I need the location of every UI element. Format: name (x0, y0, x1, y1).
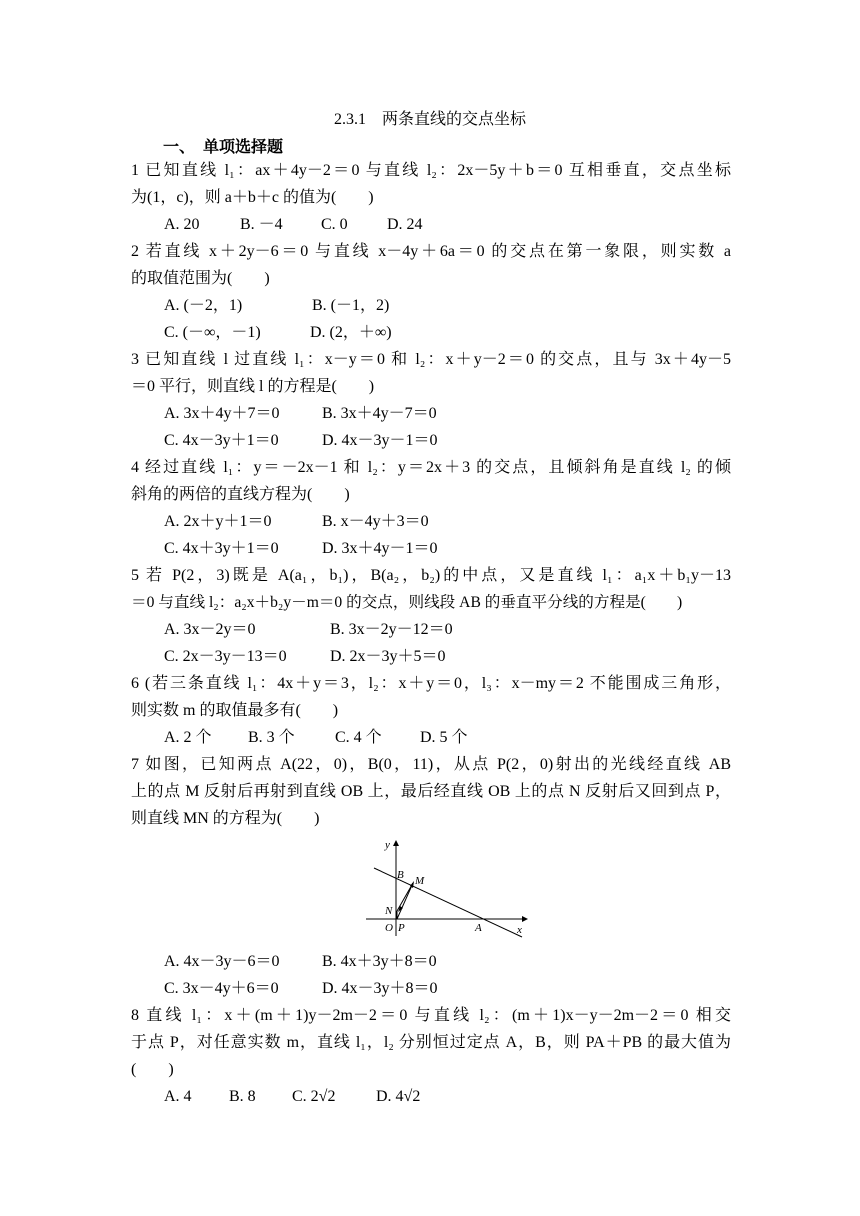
label-x: x (517, 924, 522, 936)
question-3-line-2: ＝0 平行，则直线 l 的方程是( ) (131, 378, 375, 395)
question-6-option-d: D. 5 个 (420, 729, 468, 746)
label-y: y (385, 839, 390, 851)
question-7-option-c: C. 3x－4y＋6＝0 (164, 980, 279, 997)
question-2-option-d: D. (2，＋∞) (310, 324, 392, 341)
question-2-line-1: 2 若直线 x＋2y－6＝0 与直线 x－4y＋6a＝0 的交点在第一象限，则实数 a (131, 243, 731, 260)
question-2-option-c: C. (－∞，－1) (164, 324, 261, 341)
question-3-option-b: B. 3x＋4y－7＝0 (322, 405, 437, 422)
question-4-option-c: C. 4x＋3y＋1＝0 (164, 540, 279, 557)
section-heading: 一、 单项选择题 (163, 139, 284, 156)
reflection-diagram (360, 838, 530, 940)
question-4-option-d: D. 3x＋4y－1＝0 (322, 540, 438, 557)
question-8-option-b: B. 8 (229, 1088, 256, 1105)
question-6-line-1: 6 (若三条直线 l₁：4x＋y＝3，l₂：x＋y＝0，l₃：x－my＝2 不能围成三角形， (131, 675, 731, 692)
question-8-line-2: 于点 P，对任意实数 m，直线 l₁，l₂ 分别恒过定点 A，B，则 PA＋PB 的最大值为 (131, 1034, 731, 1051)
question-7-option-b: B. 4x＋3y＋8＝0 (322, 953, 437, 970)
question-6-option-b: B. 3 个 (248, 729, 295, 746)
question-2-line-2: 的取值范围为( ) (131, 270, 270, 287)
question-1-option-a: A. 20 (164, 216, 200, 233)
page-title: 2.3.1 两条直线的交点坐标 (333, 111, 526, 128)
question-4-option-a: A. 2x＋y＋1＝0 (164, 513, 272, 530)
question-3-option-d: D. 4x－3y－1＝0 (322, 432, 438, 449)
question-7-line-2: 上的点 M 反射后再射到直线 OB 上，最后经直线 OB 上的点 N 反射后又回到点 P， (131, 783, 731, 800)
question-1-line-1: 1 已知直线 l₁：ax＋4y－2＝0 与直线 l₂：2x－5y＋b＝0 互相垂直，交点坐标 (131, 162, 731, 179)
label-n: N (385, 905, 393, 917)
question-8-line-1: 8 直线 l₁：x＋(m＋1)y－2m－2＝0 与直线 l₂：(m＋1)x－y－2m－2＝0 相交 (131, 1007, 731, 1024)
y-axis-arrow (393, 840, 399, 846)
ray-p-to-m (397, 883, 413, 919)
question-1-line-2: 为(1，c)，则 a＋b＋c 的值为( ) (131, 189, 374, 206)
question-8-option-c: C. 2√2 (292, 1088, 336, 1105)
question-2-option-b: B. (－1，2) (312, 297, 390, 314)
x-axis-arrow (522, 916, 528, 922)
question-5-option-a: A. 3x－2y＝0 (164, 621, 256, 638)
question-5-line-2: ＝0 与直线 l₂：a₂x＋b₂y－m＝0 的交点，则线段 AB 的垂直平分线的方程是( ) (131, 594, 683, 611)
question-5-line-1: 5 若 P(2，3)既是 A(a₁，b₁)，B(a₂，b₂)的中点，又是直线 l₁：a₁x＋b₁y－13 (131, 567, 731, 584)
label-m: M (415, 875, 425, 887)
question-4-option-b: B. x－4y＋3＝0 (322, 513, 429, 530)
question-7-option-d: D. 4x－3y＋8＝0 (322, 980, 438, 997)
label-o: O (385, 922, 393, 934)
question-6-option-a: A. 2 个 (164, 729, 212, 746)
question-5-option-d: D. 2x－3y＋5＝0 (330, 648, 446, 665)
question-3-line-1: 3 已知直线 l 过直线 l₁：x－y＝0 和 l₂：x＋y－2＝0 的交点，且与 3x＋4y－5 (131, 351, 731, 368)
question-8-option-d: D. 4√2 (376, 1088, 421, 1105)
label-a: A (475, 922, 482, 934)
question-5-option-b: B. 3x－2y－12＝0 (330, 621, 453, 638)
question-4-line-2: 斜角的两倍的直线方程为( ) (131, 486, 350, 503)
question-6-option-c: C. 4 个 (335, 729, 382, 746)
question-7-option-a: A. 4x－3y－6＝0 (164, 953, 280, 970)
question-1-option-b: B. －4 (240, 216, 283, 233)
label-p: P (398, 922, 405, 934)
question-4-line-1: 4 经过直线 l₁：y＝－2x－1 和 l₂：y＝2x＋3 的交点，且倾斜角是直线 l₂ 的倾 (131, 459, 731, 476)
question-1-option-c: C. 0 (321, 216, 348, 233)
question-5-option-c: C. 2x－3y－13＝0 (164, 648, 287, 665)
question-8-line-3: ( ) (131, 1061, 174, 1078)
label-b: B (397, 869, 404, 881)
question-1-option-d: D. 24 (387, 216, 423, 233)
question-8-option-a: A. 4 (164, 1088, 192, 1105)
question-6-line-2: 则实数 m 的取值最多有( ) (131, 702, 339, 719)
question-2-option-a: A. (－2，1) (164, 297, 243, 314)
question-3-option-c: C. 4x－3y＋1＝0 (164, 432, 279, 449)
question-3-option-a: A. 3x＋4y＋7＝0 (164, 405, 280, 422)
question-7-line-3: 则直线 MN 的方程为( ) (131, 810, 320, 827)
ray-m-to-n (397, 883, 413, 911)
question-7-line-1: 7 如图，已知两点 A(22，0)，B(0，11)，从点 P(2，0)射出的光线经直线 AB (131, 756, 731, 773)
